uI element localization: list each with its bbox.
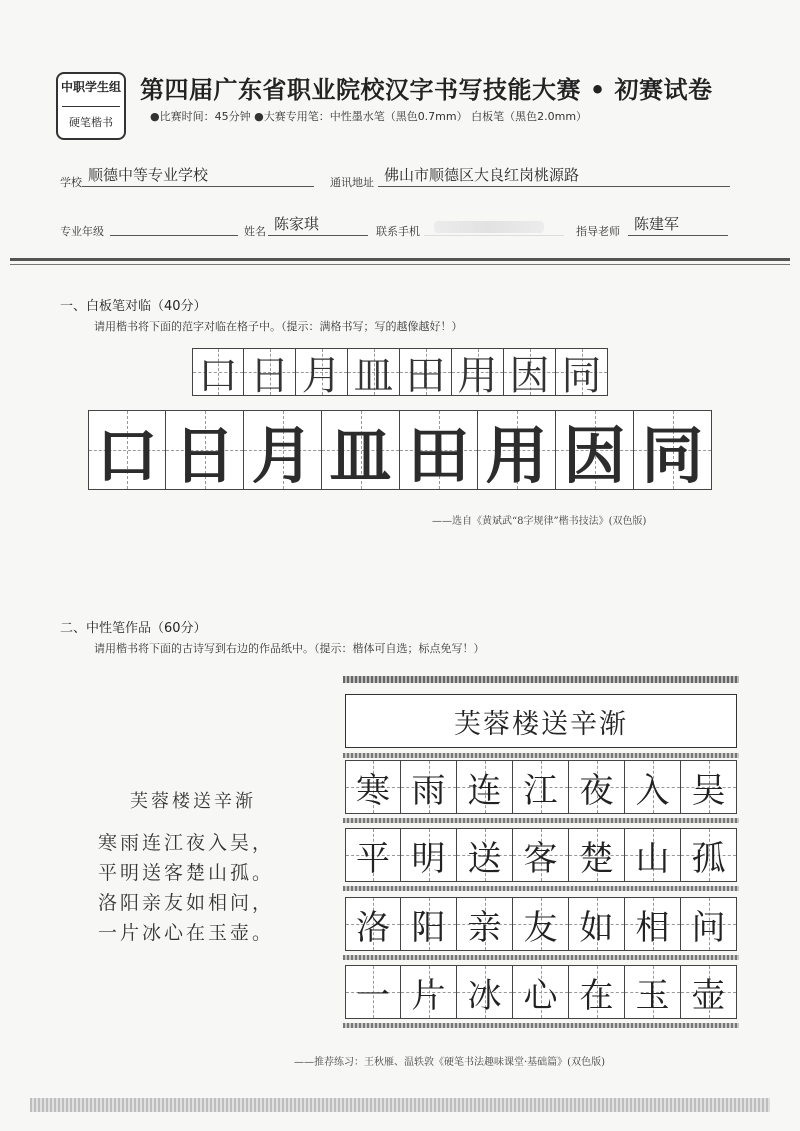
work-char: 友: [523, 907, 558, 948]
row-border: [343, 955, 739, 960]
address-label: 通讯地址: [330, 176, 374, 189]
phone-label: 联系手机: [376, 225, 420, 238]
school-field[interactable]: [82, 168, 314, 187]
badge-group-label: 中职学生组: [60, 80, 121, 94]
model-char: 田: [405, 352, 446, 399]
practice-cell[interactable]: [322, 410, 400, 490]
work-cell[interactable]: [625, 760, 681, 814]
work-cell[interactable]: [401, 897, 457, 951]
badge-style-label: 硬笔楷书: [69, 116, 113, 129]
work-cell[interactable]: [345, 965, 401, 1019]
row-border: [343, 886, 739, 891]
work-char: 江: [523, 770, 558, 811]
work-cell[interactable]: [513, 965, 569, 1019]
work-char: 夜: [579, 770, 614, 811]
practice-char: 月: [251, 418, 314, 492]
work-cell[interactable]: [625, 828, 681, 882]
work-cell[interactable]: [457, 760, 513, 814]
work-char: 入: [635, 770, 670, 811]
poem-title: 芙蓉楼送辛渐: [130, 791, 256, 812]
header-divider-thin: [10, 264, 790, 265]
poem-line: 一片冰心在玉壶。: [98, 922, 275, 944]
practice-char: 口: [95, 418, 158, 492]
work-cell[interactable]: [457, 965, 513, 1019]
exam-subtitle: ●比赛时间：45分钟 ●大赛专用笔：中性墨水笔（黑色0.7mm） 白板笔（黑色2.0mm）: [150, 110, 588, 123]
work-char: 山: [635, 838, 670, 879]
work-char: 壶: [691, 975, 726, 1016]
address-field[interactable]: [378, 168, 730, 187]
work-cell[interactable]: [457, 828, 513, 882]
section1-credit: ——选自《黄斌武“8字规律”楷书技法》(双色版): [432, 516, 647, 527]
model-char: 皿: [353, 352, 394, 399]
section1-title: 一、白板笔对临（40分）: [60, 299, 207, 314]
work-cell[interactable]: [625, 965, 681, 1019]
address-value: 佛山市顺德区大良红岗桃源路: [384, 166, 580, 184]
work-cell[interactable]: [513, 760, 569, 814]
practice-char: 田: [407, 418, 470, 492]
model-char: 同: [561, 352, 602, 399]
section1-instruction: 请用楷书将下面的范字对临在格子中。（提示：满格书写；写的越像越好！）: [94, 320, 463, 333]
model-char-grid: [192, 348, 608, 399]
work-char: 在: [579, 975, 614, 1016]
page-bottom-strip: [30, 1098, 770, 1112]
model-cell: [244, 348, 296, 399]
model-char: 口: [198, 352, 238, 399]
work-cell[interactable]: [401, 760, 457, 814]
work-cell[interactable]: [681, 897, 737, 951]
work-char: 吴: [691, 770, 726, 811]
practice-char: 同: [641, 418, 704, 492]
practice-cell[interactable]: [634, 410, 712, 490]
row-border: [343, 753, 739, 758]
work-cell[interactable]: [513, 897, 569, 951]
practice-cell[interactable]: [244, 410, 322, 490]
work-char: 楚: [579, 838, 614, 879]
practice-cell[interactable]: [556, 410, 634, 490]
model-char: 月: [301, 352, 342, 399]
practice-char-grid[interactable]: [88, 410, 712, 490]
section2-title: 二、中性笔作品（60分）: [60, 621, 207, 636]
phone-redacted: [434, 221, 544, 233]
work-cell[interactable]: [569, 965, 625, 1019]
work-char: 一: [356, 975, 390, 1016]
model-cell: [296, 348, 348, 399]
exam-title: 第四届广东省职业院校汉字书写技能大赛 • 初赛试卷: [140, 76, 713, 104]
section2-credit: ——推荐练习：王秋雁、温轶敦《硬笔书法趣味课堂·基础篇》(双色版): [294, 1057, 605, 1068]
work-char: 雨: [411, 770, 446, 811]
work-cell[interactable]: [345, 828, 401, 882]
model-cell: [348, 348, 400, 399]
school-value: 顺德中等专业学校: [88, 166, 209, 184]
school-label: 学校: [60, 176, 82, 189]
work-char: 寒: [356, 770, 390, 811]
teacher-value: 陈建军: [634, 215, 680, 233]
model-char: 因: [509, 352, 550, 399]
work-char: 平: [356, 838, 390, 879]
model-cell: [452, 348, 504, 399]
work-cell[interactable]: [681, 760, 737, 814]
name-field[interactable]: [268, 217, 368, 236]
phone-field[interactable]: [424, 217, 564, 236]
category-badge: [56, 72, 126, 140]
work-cell[interactable]: [625, 897, 681, 951]
practice-char: 用: [485, 418, 548, 492]
work-char: 洛: [356, 907, 390, 948]
work-char: 明: [411, 838, 446, 879]
work-char: 送: [467, 838, 502, 879]
practice-char: 因: [563, 418, 626, 492]
practice-cell[interactable]: [478, 410, 556, 490]
name-label: 姓名: [244, 225, 266, 238]
practice-cell[interactable]: [400, 410, 478, 490]
work-char: 问: [691, 907, 726, 948]
work-char: 如: [579, 907, 614, 948]
work-title-box[interactable]: [345, 694, 737, 748]
work-char: 玉: [635, 975, 670, 1016]
poem-line: 寒雨连江夜入吴，: [98, 832, 275, 854]
paper-top-border: [343, 676, 739, 683]
work-row-2[interactable]: [345, 828, 737, 882]
section2-instruction: 请用楷书将下面的古诗写到右边的作品纸中。（提示：楷体可自选；标点免写！）: [94, 642, 485, 655]
work-char: 片: [411, 975, 446, 1016]
work-title: 芙蓉楼送辛渐: [454, 708, 628, 740]
header-divider: [10, 258, 790, 261]
work-row-1[interactable]: [345, 760, 737, 814]
practice-char: 皿: [329, 418, 392, 492]
work-char: 孤: [691, 838, 726, 879]
model-cell: [556, 348, 608, 399]
teacher-label: 指导老师: [576, 225, 620, 238]
model-char: 日: [249, 352, 290, 399]
work-cell[interactable]: [569, 828, 625, 882]
work-cell[interactable]: [569, 760, 625, 814]
work-row-3[interactable]: [345, 897, 737, 951]
work-cell[interactable]: [345, 897, 401, 951]
work-char: 客: [523, 838, 558, 879]
model-cell: [400, 348, 452, 399]
model-cell: [504, 348, 556, 399]
work-cell[interactable]: [345, 760, 401, 814]
work-char: 连: [467, 770, 502, 811]
poem-line: 洛阳亲友如相问，: [98, 892, 275, 914]
work-char: 阳: [411, 907, 446, 948]
work-cell[interactable]: [569, 897, 625, 951]
poem-line: 平明送客楚山孤。: [98, 862, 275, 884]
badge-divider: [62, 106, 120, 107]
major-label: 专业年级: [60, 225, 104, 238]
model-char: 用: [457, 352, 498, 399]
work-cell[interactable]: [681, 828, 737, 882]
work-char: 心: [523, 975, 558, 1016]
work-char: 亲: [467, 907, 502, 948]
work-cell[interactable]: [513, 828, 569, 882]
major-field[interactable]: [110, 217, 238, 236]
row-border: [343, 818, 739, 823]
practice-cell[interactable]: [88, 410, 166, 490]
work-char: 相: [635, 907, 670, 948]
row-border: [343, 1023, 739, 1028]
work-cell[interactable]: [401, 965, 457, 1019]
model-cell: [192, 348, 244, 399]
practice-char: 日: [173, 418, 236, 492]
work-row-4[interactable]: [345, 965, 737, 1019]
work-cell[interactable]: [457, 897, 513, 951]
work-cell[interactable]: [401, 828, 457, 882]
teacher-field[interactable]: [628, 217, 728, 236]
name-value: 陈家琪: [274, 215, 320, 233]
work-cell[interactable]: [681, 965, 737, 1019]
practice-cell[interactable]: [166, 410, 244, 490]
work-char: 冰: [467, 975, 502, 1016]
